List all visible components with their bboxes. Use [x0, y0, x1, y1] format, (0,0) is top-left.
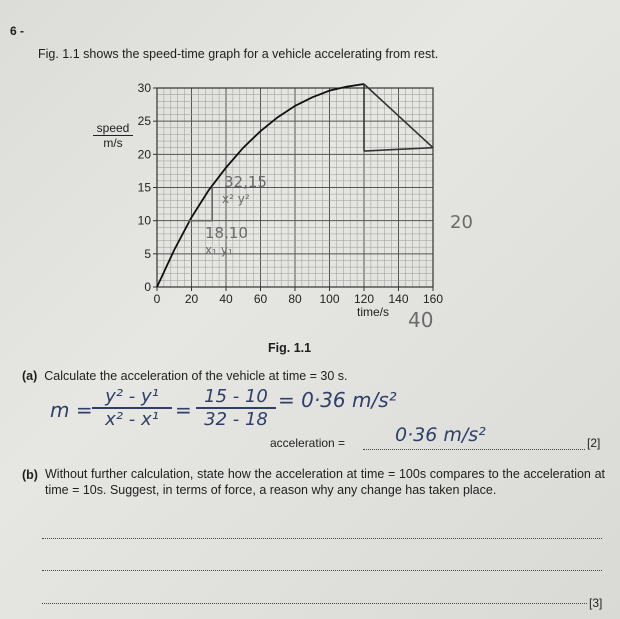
x-tick-label: 60	[253, 292, 268, 306]
hw-numerator-sym: y² - y¹	[92, 386, 172, 409]
y-tick-label: 10	[137, 213, 151, 228]
y-label-top: speed	[93, 121, 133, 136]
question-a-text: Calculate the acceleration of the vehicle at time = 30 s.	[44, 369, 348, 383]
hw-denominator: 32 - 18	[204, 409, 268, 430]
hw-margin-40: 40	[408, 308, 434, 332]
x-tick-label: 40	[219, 292, 233, 306]
hw-symbolic-fraction	[92, 386, 172, 430]
y-tick-label: 20	[137, 147, 151, 162]
y-tick-label: 15	[137, 180, 151, 195]
question-b-text: Without further calculation, state how the acceleration at time = 100s compares to the acceleration at time = 10s. Suggest, in terms of force, a reason why any change has taken place.	[45, 467, 605, 497]
y-label-bottom: m/s	[103, 136, 123, 150]
hw-point1-labels: x₁ y₁	[205, 243, 233, 257]
hw-point2: 32,15	[224, 173, 267, 191]
y-tick-label: 0	[144, 280, 151, 294]
hw-point2-labels: x² y²	[222, 192, 250, 206]
hw-numeric-fraction	[196, 386, 276, 430]
answer-line-b2[interactable]	[42, 562, 602, 571]
x-tick-label: 20	[184, 292, 199, 306]
question-b-label: (b)	[22, 468, 38, 482]
hw-numerator: 15 - 10	[196, 386, 276, 409]
x-tick-label: 0	[153, 292, 161, 306]
x-axis-label: time/s	[357, 305, 390, 319]
y-tick-label: 5	[144, 246, 151, 261]
marks-b: [3]	[589, 596, 603, 610]
hw-answer: 0·36 m/s²	[395, 424, 486, 446]
x-tick-label: 160	[422, 292, 444, 306]
x-tick-label: 100	[319, 292, 340, 306]
figure-caption: Fig. 1.1	[268, 341, 312, 355]
x-tick-label: 80	[288, 292, 302, 306]
hw-point1: 18,10	[205, 224, 248, 242]
y-tick-label: 25	[137, 114, 151, 129]
page-number: 6 -	[10, 24, 25, 38]
hw-equals: =	[175, 398, 192, 422]
x-tick-label: 120	[353, 292, 375, 306]
answer-line-b3[interactable]	[42, 595, 587, 604]
hw-margin-20: 20	[450, 212, 473, 233]
marks-a: [2]	[587, 436, 601, 450]
hw-formula-lhs: m =	[50, 398, 93, 422]
hw-result: = 0·36 m/s²	[278, 388, 397, 412]
intro-text: Fig. 1.1 shows the speed-time graph for a vehicle accelerating from rest.	[38, 47, 439, 61]
y-axis-label	[93, 121, 133, 150]
question-a	[22, 369, 348, 383]
question-a-label: (a)	[22, 369, 38, 383]
answer-line-b1[interactable]	[42, 530, 602, 539]
hw-denominator-sym: x² - x¹	[105, 409, 159, 430]
y-tick-label: 30	[137, 81, 151, 95]
x-tick-label: 140	[388, 292, 409, 306]
answer-label: acceleration =	[270, 436, 346, 450]
